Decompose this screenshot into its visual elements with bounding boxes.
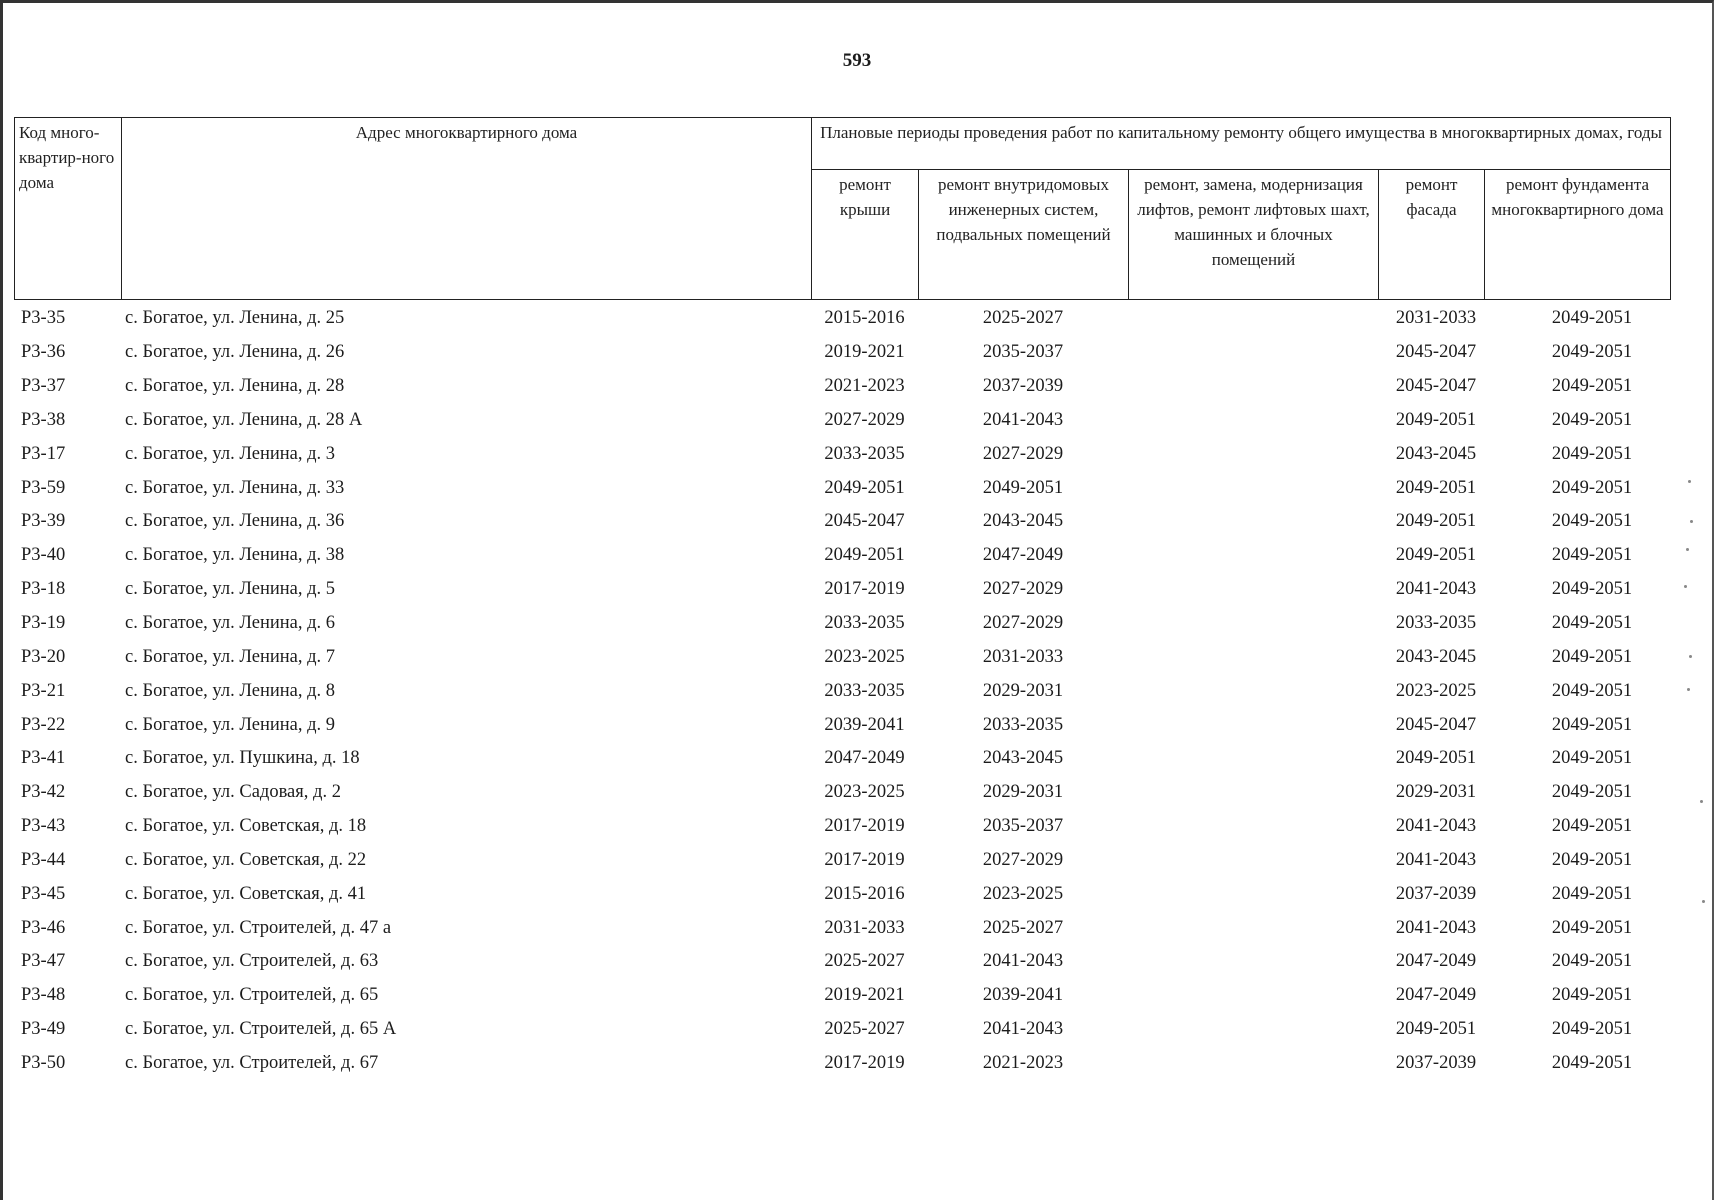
cell-facade: 2049-2051: [1395, 511, 1477, 532]
cell-roof: 2047-2049: [824, 748, 905, 769]
cell-code: Р3-59: [21, 477, 66, 498]
cell-address: с. Богатое, ул. Ленина, д. 8: [125, 680, 336, 701]
cell-code: Р3-47: [21, 951, 66, 972]
table-row: [14, 640, 1670, 674]
cell-systems: 2021-2023: [982, 1052, 1064, 1073]
cell-roof: 2015-2016: [824, 883, 905, 904]
cell-roof: 2025-2027: [824, 951, 905, 972]
cell-facade: 2045-2047: [1395, 376, 1477, 397]
cell-foundation: 2049-2051: [1551, 613, 1633, 634]
table-row: [14, 471, 1670, 505]
cell-lifts: [1128, 640, 1378, 674]
cell-address: с. Богатое, ул. Ленина, д. 28 А: [125, 409, 363, 430]
cell-facade: 2049-2051: [1395, 409, 1477, 430]
cell-address: с. Богатое, ул. Строителей, д. 65 А: [125, 1019, 397, 1040]
cell-code: Р3-41: [21, 748, 66, 769]
cell-code: Р3-43: [21, 816, 66, 837]
cell-foundation: 2049-2051: [1551, 782, 1633, 803]
cell-address: с. Богатое, ул. Ленина, д. 25: [125, 308, 345, 329]
cell-systems: 2041-2043: [982, 951, 1064, 972]
cell-foundation: 2049-2051: [1551, 917, 1633, 938]
cell-code: Р3-42: [21, 782, 66, 803]
cell-facade: 2049-2051: [1395, 748, 1477, 769]
cell-facade: 2043-2045: [1395, 443, 1477, 464]
cell-systems: 2027-2029: [982, 443, 1064, 464]
table-row: [14, 979, 1670, 1013]
cell-facade: 2033-2035: [1395, 613, 1477, 634]
cell-lifts: [1128, 404, 1378, 438]
table-row: [14, 776, 1670, 810]
cell-address: с. Богатое, ул. Ленина, д. 26: [125, 342, 345, 363]
cell-roof: 2027-2029: [824, 409, 905, 430]
cell-foundation: 2049-2051: [1551, 1019, 1633, 1040]
cell-foundation: 2049-2051: [1551, 849, 1633, 870]
cell-lifts: [1128, 302, 1378, 336]
cell-facade: 2049-2051: [1395, 1019, 1477, 1040]
cell-facade: 2031-2033: [1395, 308, 1477, 329]
cell-systems: 2037-2039: [982, 376, 1064, 397]
cell-roof: 2033-2035: [824, 443, 905, 464]
cell-facade: 2041-2043: [1395, 917, 1477, 938]
header-foundation: ремонт фундамента многоквартирного дома: [1485, 170, 1671, 300]
table-row: [14, 1013, 1670, 1047]
cell-code: Р3-39: [21, 511, 66, 532]
page-number: 593: [842, 50, 872, 71]
cell-address: с. Богатое, ул. Ленина, д. 9: [125, 714, 336, 735]
cell-address: с. Богатое, ул. Ленина, д. 3: [125, 443, 336, 464]
cell-systems: 2029-2031: [982, 782, 1064, 803]
cell-roof: 2021-2023: [824, 376, 905, 397]
table-row: [14, 742, 1670, 776]
cell-code: Р3-46: [21, 917, 66, 938]
cell-address: с. Богатое, ул. Строителей, д. 47 а: [125, 917, 392, 938]
cell-address: с. Богатое, ул. Советская, д. 18: [125, 816, 367, 837]
cell-systems: 2027-2029: [982, 613, 1064, 634]
cell-roof: 2033-2035: [824, 680, 905, 701]
cell-roof: 2049-2051: [824, 545, 905, 566]
cell-facade: 2045-2047: [1395, 342, 1477, 363]
cell-roof: 2045-2047: [824, 511, 905, 532]
cell-address: с. Богатое, ул. Строителей, д. 63: [125, 951, 379, 972]
cell-code: Р3-21: [21, 680, 66, 701]
cell-code: Р3-37: [21, 376, 66, 397]
cell-code: Р3-17: [21, 443, 66, 464]
cell-facade: 2049-2051: [1395, 477, 1477, 498]
table-row: [14, 370, 1670, 404]
cell-roof: 2015-2016: [824, 308, 905, 329]
cell-address: с. Богатое, ул. Строителей, д. 67: [125, 1052, 379, 1073]
table-row: [14, 302, 1670, 336]
cell-code: Р3-35: [21, 308, 66, 329]
cell-foundation: 2049-2051: [1551, 308, 1633, 329]
cell-lifts: [1128, 877, 1378, 911]
cell-roof: 2017-2019: [824, 816, 905, 837]
cell-roof: 2023-2025: [824, 782, 905, 803]
header-periods-group: Плановые периоды проведения работ по капитальному ремонту общего имущества в многоквартирных домах, годы: [812, 118, 1671, 170]
cell-address: с. Богатое, ул. Ленина, д. 33: [125, 477, 345, 498]
cell-lifts: [1128, 776, 1378, 810]
table-row: [14, 911, 1670, 945]
cell-systems: 2025-2027: [982, 308, 1064, 329]
cell-address: с. Богатое, ул. Ленина, д. 38: [125, 545, 345, 566]
cell-systems: 2041-2043: [982, 409, 1064, 430]
cell-code: Р3-18: [21, 579, 66, 600]
cell-foundation: 2049-2051: [1551, 579, 1633, 600]
cell-roof: 2017-2019: [824, 1052, 905, 1073]
cell-facade: 2029-2031: [1395, 782, 1477, 803]
cell-lifts: [1128, 336, 1378, 370]
cell-facade: 2045-2047: [1395, 714, 1477, 735]
table-row: [14, 844, 1670, 878]
cell-lifts: [1128, 945, 1378, 979]
cell-lifts: [1128, 674, 1378, 708]
cell-address: с. Богатое, ул. Садовая, д. 2: [125, 782, 341, 803]
cell-systems: 2049-2051: [982, 477, 1064, 498]
cell-foundation: 2049-2051: [1551, 748, 1633, 769]
table-row: [14, 573, 1670, 607]
cell-address: с. Богатое, ул. Ленина, д. 28: [125, 376, 345, 397]
cell-facade: 2041-2043: [1395, 816, 1477, 837]
cell-foundation: 2049-2051: [1551, 1052, 1633, 1073]
cell-lifts: [1128, 471, 1378, 505]
cell-foundation: 2049-2051: [1551, 376, 1633, 397]
cell-code: Р3-19: [21, 613, 66, 634]
cell-code: Р3-49: [21, 1019, 66, 1040]
cell-foundation: 2049-2051: [1551, 680, 1633, 701]
cell-systems: 2035-2037: [982, 816, 1064, 837]
cell-lifts: [1128, 979, 1378, 1013]
table-header: [14, 117, 1671, 300]
cell-foundation: 2049-2051: [1551, 545, 1633, 566]
cell-lifts: [1128, 1047, 1378, 1081]
cell-code: Р3-48: [21, 985, 66, 1006]
cell-code: Р3-50: [21, 1052, 66, 1073]
cell-foundation: 2049-2051: [1551, 714, 1633, 735]
cell-systems: 2043-2045: [982, 748, 1064, 769]
cell-lifts: [1128, 810, 1378, 844]
cell-systems: 2039-2041: [982, 985, 1064, 1006]
table-row: [14, 437, 1670, 471]
cell-address: с. Богатое, ул. Советская, д. 22: [125, 849, 367, 870]
cell-facade: 2041-2043: [1395, 579, 1477, 600]
cell-foundation: 2049-2051: [1551, 816, 1633, 837]
cell-address: с. Богатое, ул. Ленина, д. 36: [125, 511, 345, 532]
cell-roof: 2049-2051: [824, 477, 905, 498]
cell-code: Р3-20: [21, 646, 66, 667]
table-row: [14, 945, 1670, 979]
table-body: [14, 302, 1670, 1080]
cell-code: Р3-36: [21, 342, 66, 363]
cell-roof: 2033-2035: [824, 613, 905, 634]
cell-facade: 2043-2045: [1395, 646, 1477, 667]
cell-systems: 2047-2049: [982, 545, 1064, 566]
table-row: [14, 607, 1670, 641]
cell-lifts: [1128, 505, 1378, 539]
cell-lifts: [1128, 370, 1378, 404]
cell-roof: 2019-2021: [824, 985, 905, 1006]
table-row: [14, 539, 1670, 573]
header-roof: ремонт крыши: [812, 170, 919, 300]
cell-lifts: [1128, 437, 1378, 471]
cell-facade: 2037-2039: [1395, 883, 1477, 904]
cell-lifts: [1128, 708, 1378, 742]
cell-foundation: 2049-2051: [1551, 409, 1633, 430]
cell-systems: 2027-2029: [982, 849, 1064, 870]
cell-address: с. Богатое, ул. Строителей, д. 65: [125, 985, 379, 1006]
cell-systems: 2025-2027: [982, 917, 1064, 938]
cell-foundation: 2049-2051: [1551, 646, 1633, 667]
cell-code: Р3-44: [21, 849, 66, 870]
cell-roof: 2039-2041: [824, 714, 905, 735]
table-row: [14, 877, 1670, 911]
cell-foundation: 2049-2051: [1551, 342, 1633, 363]
header-lifts: ремонт, замена, модернизация лифтов, ремонт лифтовых шахт, машинных и блочных помещений: [1129, 170, 1379, 300]
cell-foundation: 2049-2051: [1551, 951, 1633, 972]
cell-code: Р3-40: [21, 545, 66, 566]
cell-address: с. Богатое, ул. Ленина, д. 6: [125, 613, 336, 634]
cell-roof: 2031-2033: [824, 917, 905, 938]
cell-lifts: [1128, 911, 1378, 945]
table-row: [14, 336, 1670, 370]
cell-foundation: 2049-2051: [1551, 883, 1633, 904]
cell-facade: 2049-2051: [1395, 545, 1477, 566]
header-systems: ремонт внутридомовых инженерных систем, подвальных помещений: [919, 170, 1129, 300]
table-row: [14, 810, 1670, 844]
cell-foundation: 2049-2051: [1551, 511, 1633, 532]
cell-address: с. Богатое, ул. Пушкина, д. 18: [125, 748, 360, 769]
cell-roof: 2023-2025: [824, 646, 905, 667]
table-row: [14, 505, 1670, 539]
cell-foundation: 2049-2051: [1551, 443, 1633, 464]
cell-address: с. Богатое, ул. Советская, д. 41: [125, 883, 367, 904]
cell-systems: 2023-2025: [982, 883, 1064, 904]
cell-systems: 2029-2031: [982, 680, 1064, 701]
cell-roof: 2017-2019: [824, 579, 905, 600]
cell-lifts: [1128, 742, 1378, 776]
cell-address: с. Богатое, ул. Ленина, д. 5: [125, 579, 336, 600]
cell-address: с. Богатое, ул. Ленина, д. 7: [125, 646, 336, 667]
header-facade: ремонт фасада: [1379, 170, 1485, 300]
cell-foundation: 2049-2051: [1551, 985, 1633, 1006]
cell-facade: 2047-2049: [1395, 951, 1477, 972]
cell-systems: 2027-2029: [982, 579, 1064, 600]
cell-roof: 2025-2027: [824, 1019, 905, 1040]
cell-lifts: [1128, 539, 1378, 573]
table-row: [14, 674, 1670, 708]
cell-facade: 2023-2025: [1395, 680, 1477, 701]
cell-code: Р3-22: [21, 714, 66, 735]
cell-facade: 2047-2049: [1395, 985, 1477, 1006]
header-address: Адрес многоквартирного дома: [122, 118, 812, 300]
cell-systems: 2035-2037: [982, 342, 1064, 363]
table-row: [14, 1047, 1670, 1081]
cell-systems: 2031-2033: [982, 646, 1064, 667]
cell-lifts: [1128, 1013, 1378, 1047]
cell-code: Р3-38: [21, 409, 66, 430]
cell-foundation: 2049-2051: [1551, 477, 1633, 498]
header-code: Код много-квартир-ного дома: [15, 118, 122, 300]
cell-systems: 2033-2035: [982, 714, 1064, 735]
cell-facade: 2041-2043: [1395, 849, 1477, 870]
cell-roof: 2017-2019: [824, 849, 905, 870]
cell-lifts: [1128, 607, 1378, 641]
cell-systems: 2041-2043: [982, 1019, 1064, 1040]
table-row: [14, 708, 1670, 742]
cell-lifts: [1128, 573, 1378, 607]
table-row: [14, 404, 1670, 438]
cell-systems: 2043-2045: [982, 511, 1064, 532]
cell-lifts: [1128, 844, 1378, 878]
cell-roof: 2019-2021: [824, 342, 905, 363]
cell-facade: 2037-2039: [1395, 1052, 1477, 1073]
cell-code: Р3-45: [21, 883, 66, 904]
